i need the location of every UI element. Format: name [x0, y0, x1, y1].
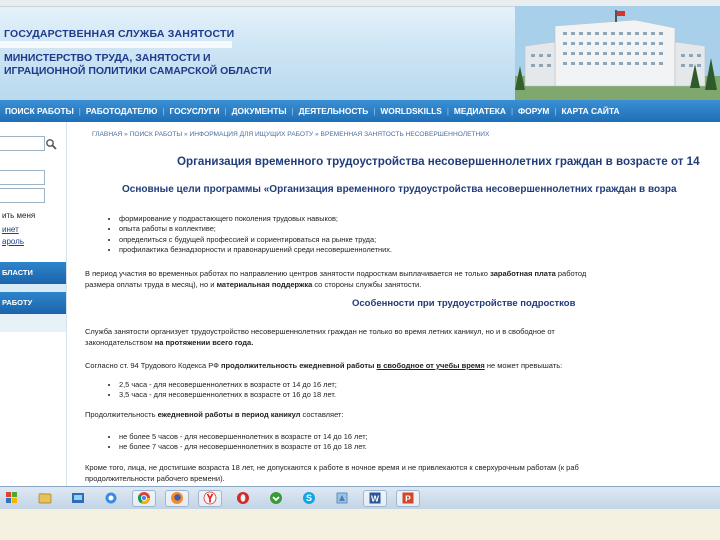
- firefox-icon: [170, 491, 184, 505]
- nav-item-forum[interactable]: ФОРУМ: [518, 106, 550, 116]
- text-run: не может превышать:: [484, 361, 563, 370]
- nav-separator: |: [78, 106, 81, 116]
- sidebar-menu-region[interactable]: БЛАСТИ: [0, 262, 66, 284]
- nav-item-worldskills[interactable]: WORLDSKILLS: [380, 106, 442, 116]
- text-run: со стороны службы занятости.: [312, 280, 422, 289]
- skype-icon: [302, 491, 316, 505]
- taskbar-explorer[interactable]: [33, 490, 57, 507]
- text-run-bold: материальная поддержка: [216, 280, 313, 289]
- web-browser-icon: [104, 491, 118, 505]
- school-time-list: [107, 380, 337, 401]
- night-work-paragraph: [85, 462, 720, 484]
- remember-me-label[interactable]: ить меня: [2, 211, 36, 220]
- word-icon: [368, 491, 382, 505]
- taskbar-app[interactable]: [330, 490, 354, 507]
- start-icon: [5, 491, 19, 505]
- nav-item-public-services[interactable]: ГОСУСЛУГИ: [169, 106, 220, 116]
- nav-separator: |: [554, 106, 557, 116]
- text-run-bold: заработная плата: [490, 269, 556, 278]
- text-run-bold: продолжительность ежедневной работы: [221, 361, 375, 370]
- left-sidebar: [0, 122, 67, 486]
- taskbar-opera[interactable]: [231, 490, 255, 507]
- text-run: Кроме того, лица, не достигшие возраста 18 лет, не допускаются к работе в ночное время и не привлекаются к сверхурочным работам (к раб: [85, 463, 579, 472]
- text-run: законодательством: [85, 338, 155, 347]
- text-run-bold: ежедневной работы в период каникул: [157, 410, 301, 419]
- nav-separator: |: [373, 106, 376, 116]
- holiday-paragraph: [85, 409, 720, 420]
- page-title: Организация временного трудоустройства несовершеннолетних граждан в возрасте от 14: [177, 155, 700, 168]
- nav-separator: |: [446, 106, 449, 116]
- taskbar-web-browser[interactable]: [99, 490, 123, 507]
- torrent-icon: [269, 491, 283, 505]
- search-input[interactable]: [0, 136, 45, 151]
- logo-divider: [0, 41, 232, 48]
- app-icon: [335, 491, 349, 505]
- breadcrumb[interactable]: ГЛАВНАЯ » ПОИСК РАБОТЫ » ИНФОРМАЦИЯ ДЛЯ ИЩУЩИХ РАБОТУ » ВРЕМЕННАЯ ЗАНЯТОСТЬ НЕСОВЕРШЕННОЛЕТНИХ: [92, 131, 490, 138]
- payment-paragraph: [85, 268, 720, 290]
- nav-separator: |: [162, 106, 165, 116]
- nav-item-employer[interactable]: РАБОТОДАТЕЛЮ: [85, 106, 158, 116]
- password-link[interactable]: ароль: [2, 237, 25, 246]
- list-item: • 3,5 часа - для несовершеннолетних в возрасте от 16 до 18 лет.: [119, 390, 337, 400]
- login-field[interactable]: [0, 170, 45, 185]
- sidebar-pale-band: [0, 314, 66, 332]
- task-manager-icon: [71, 492, 85, 504]
- nav-separator: |: [291, 106, 294, 116]
- opera-icon: [236, 491, 250, 505]
- list-item: • профилактика безнадзорности и правонарушений среди несовершеннолетних.: [119, 245, 392, 255]
- password-field[interactable]: [0, 188, 45, 203]
- government-building-image: [515, 6, 720, 100]
- svg-text:W: W: [370, 493, 380, 504]
- nav-item-sitemap[interactable]: КАРТА САЙТА: [561, 106, 620, 116]
- holiday-list: [107, 432, 368, 453]
- taskbar-skype[interactable]: [297, 490, 321, 507]
- desktop-background: [0, 509, 720, 540]
- taskbar-word[interactable]: [363, 490, 387, 507]
- year-round-paragraph: [85, 326, 720, 348]
- nav-separator: |: [224, 106, 227, 116]
- start-button[interactable]: [0, 490, 24, 507]
- text-run: размера оплаты труда в месяц), но и: [85, 280, 217, 289]
- text-run: составляет:: [300, 410, 344, 419]
- text-run: В период участия во временных работах по направлению центров занятости подросткам выплачивается не только: [85, 269, 491, 278]
- text-run: Служба занятости организует трудоустройство несовершеннолетних граждан не только во время летних каникул, но и в свободное от: [85, 327, 555, 336]
- taskbar-chrome[interactable]: [132, 490, 156, 507]
- text-run: работод: [555, 269, 587, 278]
- search-icon[interactable]: [45, 138, 57, 150]
- nav-item-job-search[interactable]: ПОИСК РАБОТЫ: [5, 106, 74, 116]
- text-run: продолжительности рабочего времени).: [85, 474, 225, 483]
- labor-code-paragraph: [85, 360, 720, 371]
- text-run-bold-underlined: в свободное от учебы время: [376, 361, 485, 370]
- taskbar-firefox[interactable]: [165, 490, 189, 507]
- svg-text:S: S: [305, 493, 313, 504]
- main-navigation: [0, 100, 720, 122]
- features-heading: Особенности при трудоустройстве подростков: [352, 298, 576, 309]
- ministry-name-line1: МИНИСТЕРСТВО ТРУДА, ЗАНЯТОСТИ И: [4, 52, 211, 64]
- list-item: • формирование у подрастающего поколения трудовых навыков;: [119, 214, 392, 224]
- nav-item-documents[interactable]: ДОКУМЕНТЫ: [231, 106, 287, 116]
- text-run: Продолжительность: [85, 410, 158, 419]
- list-item: • не более 7 часов - для несовершеннолетних в возрасте от 16 до 18 лет.: [119, 442, 368, 452]
- text-run: Согласно ст. 94 Трудового Кодекса РФ: [85, 361, 221, 370]
- goals-heading: Основные цели программы «Организация временного трудоустройства несовершеннолетних граждан в возра: [122, 184, 677, 195]
- site-header: [0, 0, 720, 100]
- nav-item-activity[interactable]: ДЕЯТЕЛЬНОСТЬ: [298, 106, 369, 116]
- windows-taskbar: [0, 486, 720, 509]
- chrome-icon: [137, 491, 151, 505]
- text-run-bold: на протяжении всего года.: [154, 338, 254, 347]
- ministry-name-line2: ИГРАЦИОННОЙ ПОЛИТИКИ САМАРСКОЙ ОБЛАСТИ: [4, 65, 272, 77]
- nav-item-media[interactable]: МЕДИАТЕКА: [453, 106, 506, 116]
- list-item: • 2,5 часа - для несовершеннолетних в возрасте от 14 до 16 лет;: [119, 380, 337, 390]
- taskbar-powerpoint[interactable]: [396, 490, 420, 507]
- main-content: [67, 122, 720, 486]
- taskbar-task-manager[interactable]: [66, 490, 90, 507]
- list-item: • не более 5 часов - для несовершеннолетних в возрасте от 14 до 16 лет;: [119, 432, 368, 442]
- agency-name[interactable]: ГОСУДАРСТВЕННАЯ СЛУЖБА ЗАНЯТОСТИ: [4, 28, 235, 40]
- svg-text:P: P: [405, 493, 411, 504]
- cabinet-link[interactable]: инет: [2, 225, 19, 234]
- explorer-icon: [38, 492, 52, 504]
- nav-separator: |: [510, 106, 514, 116]
- taskbar-yandex[interactable]: [198, 490, 222, 507]
- sidebar-menu-find-job[interactable]: РАБОТУ: [0, 292, 66, 314]
- powerpoint-icon: [401, 491, 415, 505]
- goals-list: [107, 214, 392, 255]
- list-item: • опыта работы в коллективе;: [119, 224, 392, 234]
- taskbar-torrent[interactable]: [264, 490, 288, 507]
- yandex-icon: [203, 491, 217, 505]
- list-item: • определиться с будущей профессией и сориентироваться на рынке труда;: [119, 235, 392, 245]
